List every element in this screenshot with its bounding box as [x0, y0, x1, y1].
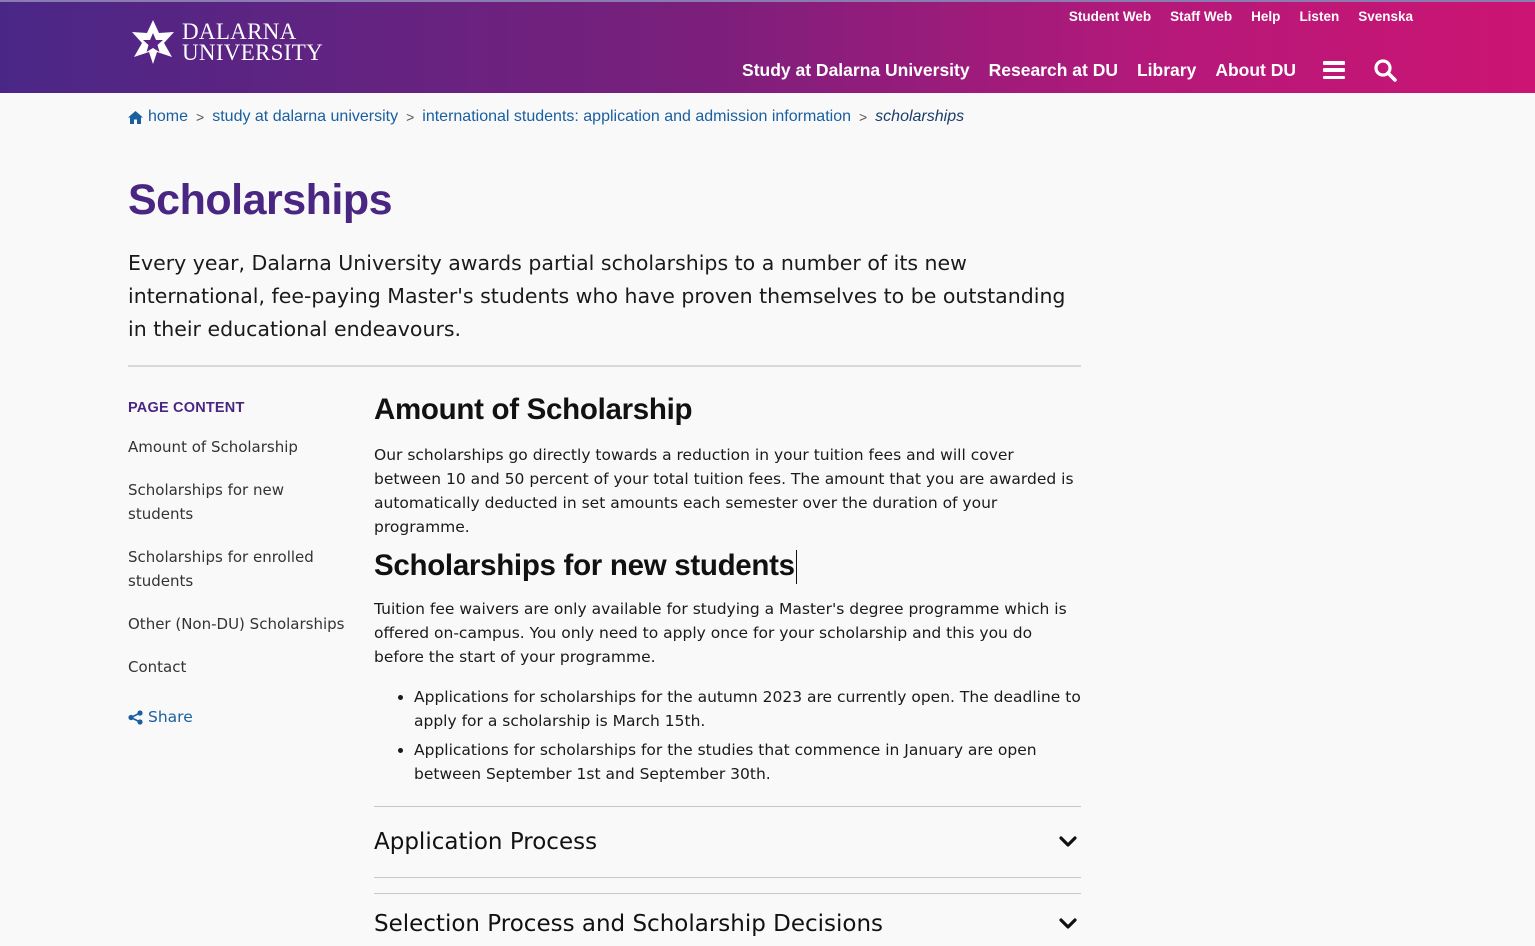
breadcrumb-separator: >: [858, 109, 868, 125]
section-new-students: [374, 549, 1084, 791]
page-content-sidebar: [128, 400, 348, 679]
share-label: Share: [148, 708, 193, 726]
sidebar-item-enrolled-students[interactable]: Scholarships for enrolled students: [128, 548, 314, 590]
list-item: • Applications for scholarships for the studies that commence in January are open between September 1st and September 30th.: [414, 738, 1084, 786]
breadcrumb: [128, 108, 964, 126]
heading-amount: Amount of Scholarship: [374, 393, 693, 426]
search-icon[interactable]: [1373, 58, 1397, 82]
accordion-selection-process[interactable]: [374, 893, 1081, 946]
sidebar-item-amount[interactable]: Amount of Scholarship: [128, 438, 298, 456]
sidebar-item-new-students[interactable]: Scholarships for new students: [128, 481, 284, 523]
accordion-application-process[interactable]: [374, 806, 1081, 878]
header-top-border: [0, 0, 1535, 2]
sidebar-item-other-scholarships[interactable]: Other (Non-DU) Scholarships: [128, 615, 345, 633]
text-cursor: [796, 550, 797, 584]
heading-new-students-text: Scholarships for new students: [374, 549, 795, 582]
link-svenska[interactable]: Svenska: [1358, 9, 1413, 24]
link-staff-web[interactable]: Staff Web: [1170, 9, 1233, 24]
breadcrumb-current: scholarships: [875, 108, 965, 125]
home-icon: [128, 111, 143, 124]
section-amount: [374, 393, 1084, 539]
list-item: • Applications for scholarships for the autumn 2023 are currently open. The deadline to apply for a scholarship is March 15th.: [414, 685, 1084, 733]
breadcrumb-international[interactable]: international students: application and admission information: [422, 108, 851, 125]
nav-about[interactable]: About DU: [1215, 59, 1296, 80]
accordion-title: Selection Process and Scholarship Decisions: [374, 910, 884, 937]
link-listen[interactable]: Listen: [1299, 9, 1340, 24]
logo-line-1: DALARNA: [182, 19, 297, 44]
lead-paragraph: Every year, Dalarna University awards partial scholarships to a number of its new international, fee-paying Master's students who have proven themselves to be outstanding in their educational endeavours.: [128, 251, 1066, 341]
link-student-web[interactable]: Student Web: [1068, 9, 1152, 24]
nav-library[interactable]: Library: [1136, 59, 1197, 80]
amount-paragraph: Our scholarships go directly towards a reduction in your tuition fees and will cover between 10 and 50 percent of your total tuition fees. The amount that you are awarded is automatically deducted in set amounts each semester over the duration of your programme.: [374, 446, 1074, 536]
accordion-title: Application Process: [374, 829, 598, 855]
logo-line-2: UNIVERSITY: [182, 40, 323, 65]
logo[interactable]: [128, 19, 323, 65]
site-header: [0, 0, 1535, 93]
link-help[interactable]: Help: [1251, 9, 1281, 24]
main-nav: [742, 58, 1397, 82]
page-title: Scholarships: [128, 176, 393, 224]
hamburger-menu-icon[interactable]: [1323, 61, 1345, 79]
new-students-list: [374, 685, 1084, 786]
breadcrumb-separator: >: [406, 109, 415, 125]
nav-research[interactable]: Research at DU: [988, 59, 1118, 80]
chevron-down-icon: [1059, 836, 1077, 848]
utility-nav: [1069, 9, 1413, 24]
logo-text: [182, 21, 323, 63]
new-students-paragraph: Tuition fee waivers are only available for studying a Master's degree programme which is offered on-campus. You only need to apply once for your scholarship and this you do before the start of your programme.: [374, 600, 1067, 667]
breadcrumb-study[interactable]: study at dalarna university: [212, 108, 399, 125]
section-divider: [128, 365, 1081, 367]
sidebar-item-contact[interactable]: Contact: [128, 658, 187, 676]
nav-study[interactable]: Study at Dalarna University: [742, 59, 970, 80]
share-icon: [128, 710, 143, 725]
share-button[interactable]: [128, 708, 193, 726]
sidebar-heading: PAGE CONTENT: [128, 400, 245, 416]
logo-star-icon: [128, 19, 178, 65]
chevron-down-icon: [1059, 918, 1077, 930]
heading-new-students: [374, 549, 1084, 584]
breadcrumb-home[interactable]: home: [148, 108, 189, 125]
breadcrumb-separator: >: [196, 109, 205, 125]
